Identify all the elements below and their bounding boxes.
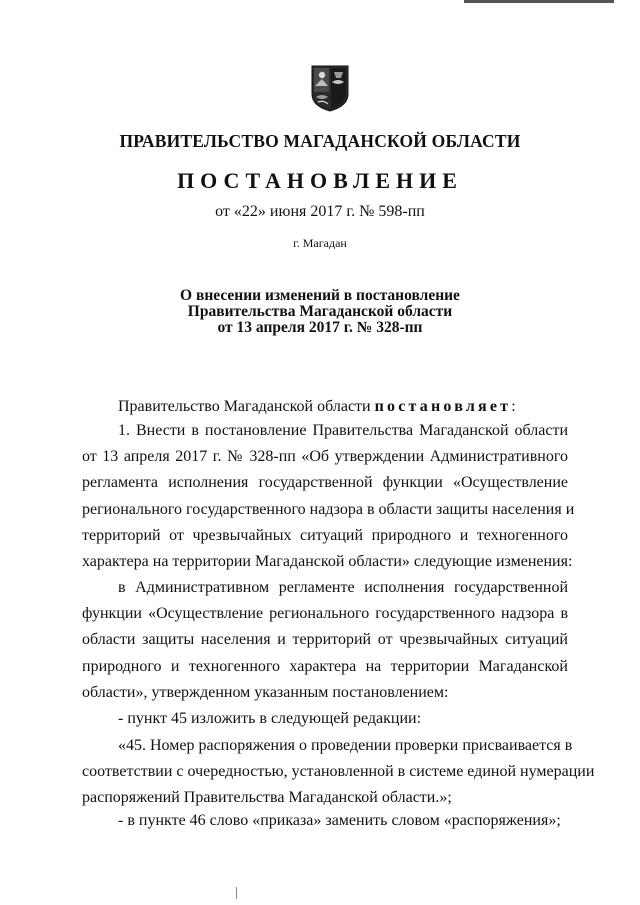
- subject-line: от 13 апреля 2017 г. № 328-пп: [217, 319, 423, 336]
- point-45-intro: - пункт 45 изложить в следующей редакции:: [118, 710, 422, 727]
- paragraph-line: от 13 апреля 2017 г. № 328-пп «Об утверждении Административного: [82, 448, 568, 466]
- regulation-paragraph: [82, 575, 568, 706]
- paragraph-line: природного и техногенного характера на территории Магаданской: [82, 657, 568, 675]
- document-type: ПОСТАНОВЛЕНИЕ: [177, 168, 463, 193]
- intro-suffix: :: [511, 398, 516, 415]
- scan-artifact: [236, 887, 237, 899]
- paragraph-line: области защиты населения и территорий от чрезвычайных ситуаций: [82, 631, 568, 649]
- paragraph-line: регламента исполнения государственной функции «Осуществление: [82, 474, 568, 492]
- paragraph-line: соответствии с очередностью, установленной в системе единой нумерации: [82, 763, 595, 781]
- paragraph-line: в Административном регламенте исполнения государственной: [118, 579, 568, 596]
- document-subject: [0, 288, 640, 336]
- point-46-paragraph: - в пункте 46 слово «приказа» заменить словом «распоряжения»;: [118, 812, 561, 829]
- paragraph-line: области», утвержденном указанным постановлением:: [82, 683, 449, 701]
- intro-paragraph: [82, 394, 568, 420]
- paragraph-line: 1. Внести в постановление Правительства Магаданской области: [118, 422, 568, 439]
- paragraph-line: регионального государственного надзора в области защиты населения и: [82, 500, 575, 518]
- paragraph-line: территорий от чрезвычайных ситуаций природного и техногенного: [82, 526, 568, 544]
- decree-word: постановляет: [374, 398, 512, 415]
- paragraph-line: характера на территории Магаданской области» следующие изменения:: [82, 553, 573, 571]
- point-45-text: [82, 733, 595, 812]
- paragraph-line: распоряжений Правительства Магаданской области.»;: [82, 789, 452, 807]
- scan-edge-mark: [464, 0, 614, 11]
- document-date-number: от «22» июня 2017 г. № 598-пп: [215, 203, 425, 220]
- paragraph-line: функции «Осуществление регионального государственного надзора в: [82, 605, 568, 623]
- intro-prefix: Правительство Магаданской области: [118, 398, 375, 415]
- document-city: г. Магадан: [293, 236, 347, 250]
- subject-line: Правительства Магаданской области: [187, 303, 453, 320]
- coat-of-arms-icon: [310, 64, 350, 112]
- government-title: ПРАВИТЕЛЬСТВО МАГАДАНСКОЙ ОБЛАСТИ: [119, 131, 521, 151]
- subject-line: О внесении изменений в постановление: [180, 287, 460, 304]
- paragraph-line: «45. Номер распоряжения о проведении проверки присваивается в: [118, 737, 573, 754]
- item-1-paragraph: [82, 418, 575, 575]
